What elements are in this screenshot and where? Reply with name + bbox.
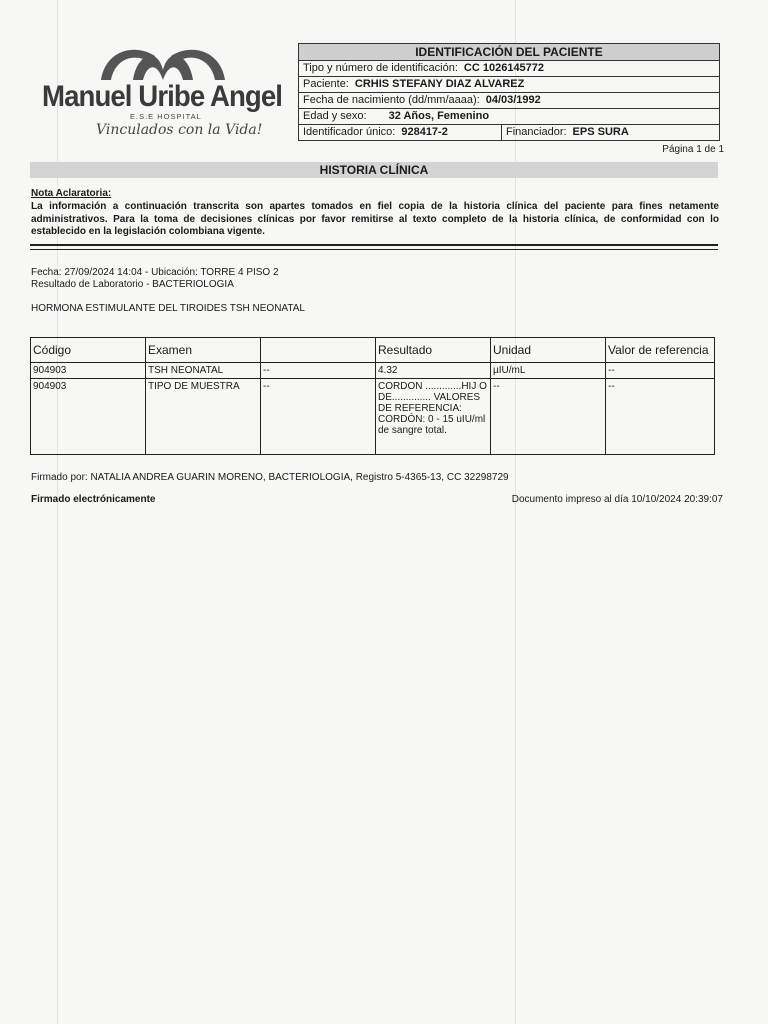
cell-unidad: µIU/mL <box>491 363 606 379</box>
note-text: La información a continuación transcrita son apartes tomados en fiel copia de la historia clínica del paciente para fines netamente administrativos. Para la toma de decisiones clínicas por favor remitirse al texto completo de la historia clínica, de conformidad con lo establecido en la legislación colombiana vigente. <box>31 201 719 237</box>
cell-blank: -- <box>261 363 376 379</box>
scan-artifact-line <box>57 0 58 1024</box>
results-table <box>30 337 715 455</box>
logo-tagline: Vinculados con la Vida! <box>96 122 263 138</box>
patient-value: CRHIS STEFANY DIAZ ALVAREZ <box>354 78 525 90</box>
uid-label: Identificador único: <box>303 126 396 138</box>
cell-valor-referencia: -- <box>606 363 715 379</box>
cell-codigo: 904903 <box>31 363 146 379</box>
cell-valor-referencia: -- <box>606 379 715 455</box>
age-label: Edad y sexo: <box>303 110 367 122</box>
header-unidad: Unidad <box>491 338 606 363</box>
payer-value: EPS SURA <box>572 126 629 138</box>
dob-value: 04/03/1992 <box>485 94 541 106</box>
section-title: HISTORIA CLÍNICA <box>30 162 718 178</box>
scan-artifact-line <box>515 0 516 1024</box>
patient-box-title: IDENTIFICACIÓN DEL PACIENTE <box>299 44 719 61</box>
cell-codigo: 904903 <box>31 379 146 455</box>
electronic-signature: Firmado electrónicamente <box>31 494 156 505</box>
header-codigo: Código <box>31 338 146 363</box>
divider <box>30 244 718 246</box>
page-number: Página 1 de 1 <box>662 144 724 155</box>
note-title: Nota Aclaratoria: <box>31 188 112 199</box>
age-value: 32 Años, Femenino <box>388 110 490 122</box>
test-name: HORMONA ESTIMULANTE DEL TIROIDES TSH NEONATAL <box>31 303 305 314</box>
hospital-logo <box>38 40 288 145</box>
table-row <box>31 379 715 455</box>
patient-id-box <box>298 43 720 141</box>
uid-value: 928417-2 <box>401 126 448 138</box>
cell-examen: TSH NEONATAL <box>146 363 261 379</box>
cell-resultado: CORDON .............HIJ O DE.............. VALORES DE REFERENCIA: CORDÓN: 0 - 15 uIU/ml de sangre total. <box>376 379 491 455</box>
logo-subtitle: E.S.E HOSPITAL <box>130 112 202 121</box>
table-row <box>31 363 715 379</box>
cell-resultado: 4.32 <box>376 363 491 379</box>
cell-examen: TIPO DE MUESTRA <box>146 379 261 455</box>
print-date: Documento impreso al día 10/10/2024 20:39:07 <box>511 494 723 505</box>
patient-label: Paciente: <box>303 78 349 90</box>
dob-label: Fecha de nacimiento (dd/mm/aaaa): <box>303 94 480 106</box>
signed-by: Firmado por: NATALIA ANDREA GUARIN MORENO, BACTERIOLOGIA, Registro 5-4365-13, CC 32298729 <box>31 472 509 483</box>
uid-payer-row <box>299 125 719 140</box>
id-row <box>299 61 719 77</box>
cell-unidad: -- <box>491 379 606 455</box>
id-value: CC 1026145772 <box>463 62 545 74</box>
header-valor-referencia: Valor de referencia <box>606 338 715 363</box>
header-examen: Examen <box>146 338 261 363</box>
logo-emblem-icon <box>93 40 233 82</box>
id-label: Tipo y número de identificación: <box>303 62 458 74</box>
header-resultado: Resultado <box>376 338 491 363</box>
header-blank <box>261 338 376 363</box>
dob-row <box>299 93 719 109</box>
divider <box>30 249 718 250</box>
table-header-row <box>31 338 715 363</box>
logo-name: Manuel Uribe Angel <box>42 80 283 113</box>
age-row <box>299 109 719 125</box>
patient-row <box>299 77 719 93</box>
resultado-line: Resultado de Laboratorio - BACTERIOLOGIA <box>31 279 234 290</box>
fecha-line: Fecha: 27/09/2024 14:04 - Ubicación: TORRE 4 PISO 2 <box>31 267 279 278</box>
cell-blank: -- <box>261 379 376 455</box>
payer-label: Financiador: <box>506 126 567 138</box>
